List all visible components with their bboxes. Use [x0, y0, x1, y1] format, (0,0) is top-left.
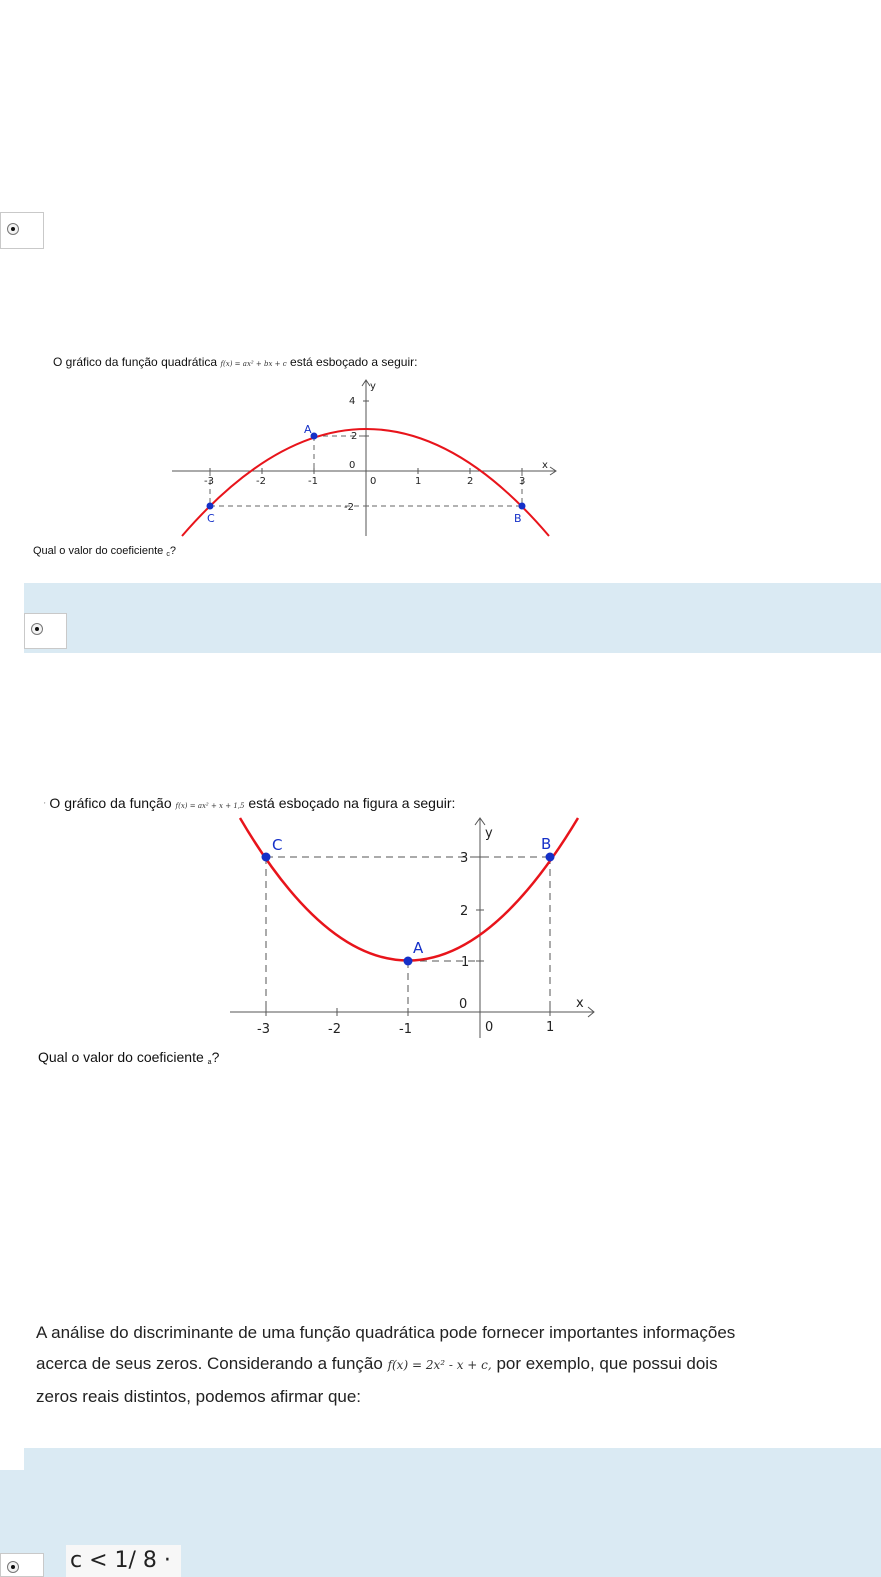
- y-tick-label: 3: [460, 851, 469, 866]
- x-tick-label: -1: [399, 1022, 412, 1037]
- answer-option-box: [24, 613, 67, 649]
- formula: f(x) = ax² + bx + c: [220, 360, 287, 368]
- radio-button[interactable]: [31, 623, 43, 635]
- point-c-label: C: [207, 512, 215, 525]
- formula: f(x) = ax² + x + 1,5: [175, 802, 245, 810]
- radio-button[interactable]: [7, 223, 19, 235]
- x-tick-label: 2: [467, 476, 474, 487]
- question-intro: O gráfico da função quadrática f(x) = ax² + bx + c está esboçado a seguir:: [53, 355, 418, 369]
- origin-label: 0: [349, 460, 356, 471]
- y-tick-label: 1: [461, 955, 470, 970]
- point-b-label: B: [514, 512, 522, 525]
- x-tick-label: 3: [519, 476, 526, 487]
- question-intro: ' O gráfico da função f(x) = ax² + x + 1,5 está esboçado na figura a seguir:: [44, 795, 456, 811]
- y-tick-label: 2: [351, 431, 358, 442]
- y-axis-label: y: [370, 381, 376, 392]
- x-axis-label: x: [542, 460, 548, 471]
- answer-option-band: [24, 583, 881, 653]
- point-b: [546, 853, 555, 862]
- x-tick-label: -3: [257, 1022, 270, 1037]
- x-tick-label: 1: [546, 1020, 555, 1035]
- y-tick-label: -2: [344, 502, 354, 513]
- answer-option-band: [24, 1448, 881, 1470]
- point-b: [519, 503, 526, 510]
- point-b-label: B: [541, 835, 552, 853]
- point-a: [311, 433, 318, 440]
- formula: f(x) = 2x² - x + c,: [387, 1358, 492, 1372]
- x-tick-label: -1: [308, 476, 318, 487]
- x-tick-label: -3: [204, 476, 214, 487]
- question-text: Qual o valor do coeficiente $_a$?: [38, 1049, 220, 1066]
- y-tick-label: 0: [459, 997, 468, 1012]
- point-c: [262, 853, 271, 862]
- radio-button[interactable]: [7, 1561, 19, 1573]
- x-tick-label: 1: [415, 476, 422, 487]
- point-a-label: A: [413, 939, 424, 957]
- answer-option-box: [0, 212, 44, 249]
- point-c: [207, 503, 214, 510]
- parabola-graph: [170, 378, 560, 538]
- x-tick-label: -2: [256, 476, 266, 487]
- answer-option-box: [0, 1553, 44, 1577]
- y-tick-label: 4: [349, 396, 356, 407]
- x-tick-label: -2: [328, 1022, 341, 1037]
- y-axis-label: y: [485, 826, 493, 841]
- parabola-curve: [240, 818, 578, 961]
- parabola-graph: [225, 815, 600, 1040]
- x-tick-label: 0: [370, 476, 377, 487]
- point-a-label: A: [304, 423, 312, 436]
- y-tick-label: 2: [460, 904, 469, 919]
- question-paragraph: A análise do discriminante de uma função quadrática pode fornecer importantes informações acerca de seus zeros. Considerando a função f(x) = 2x² - x + c, por exemplo, que possui dois zeros reais distintos, podemos afirmar que:: [36, 1323, 736, 1406]
- x-axis-label: x: [576, 996, 584, 1011]
- point-c-label: C: [272, 836, 283, 854]
- answer-text: c < 1/ 8 ·: [66, 1545, 181, 1577]
- point-a: [404, 957, 413, 966]
- x-tick-label: 0: [485, 1020, 494, 1035]
- question-text: Qual o valor do coeficiente $_c$?: [33, 545, 176, 558]
